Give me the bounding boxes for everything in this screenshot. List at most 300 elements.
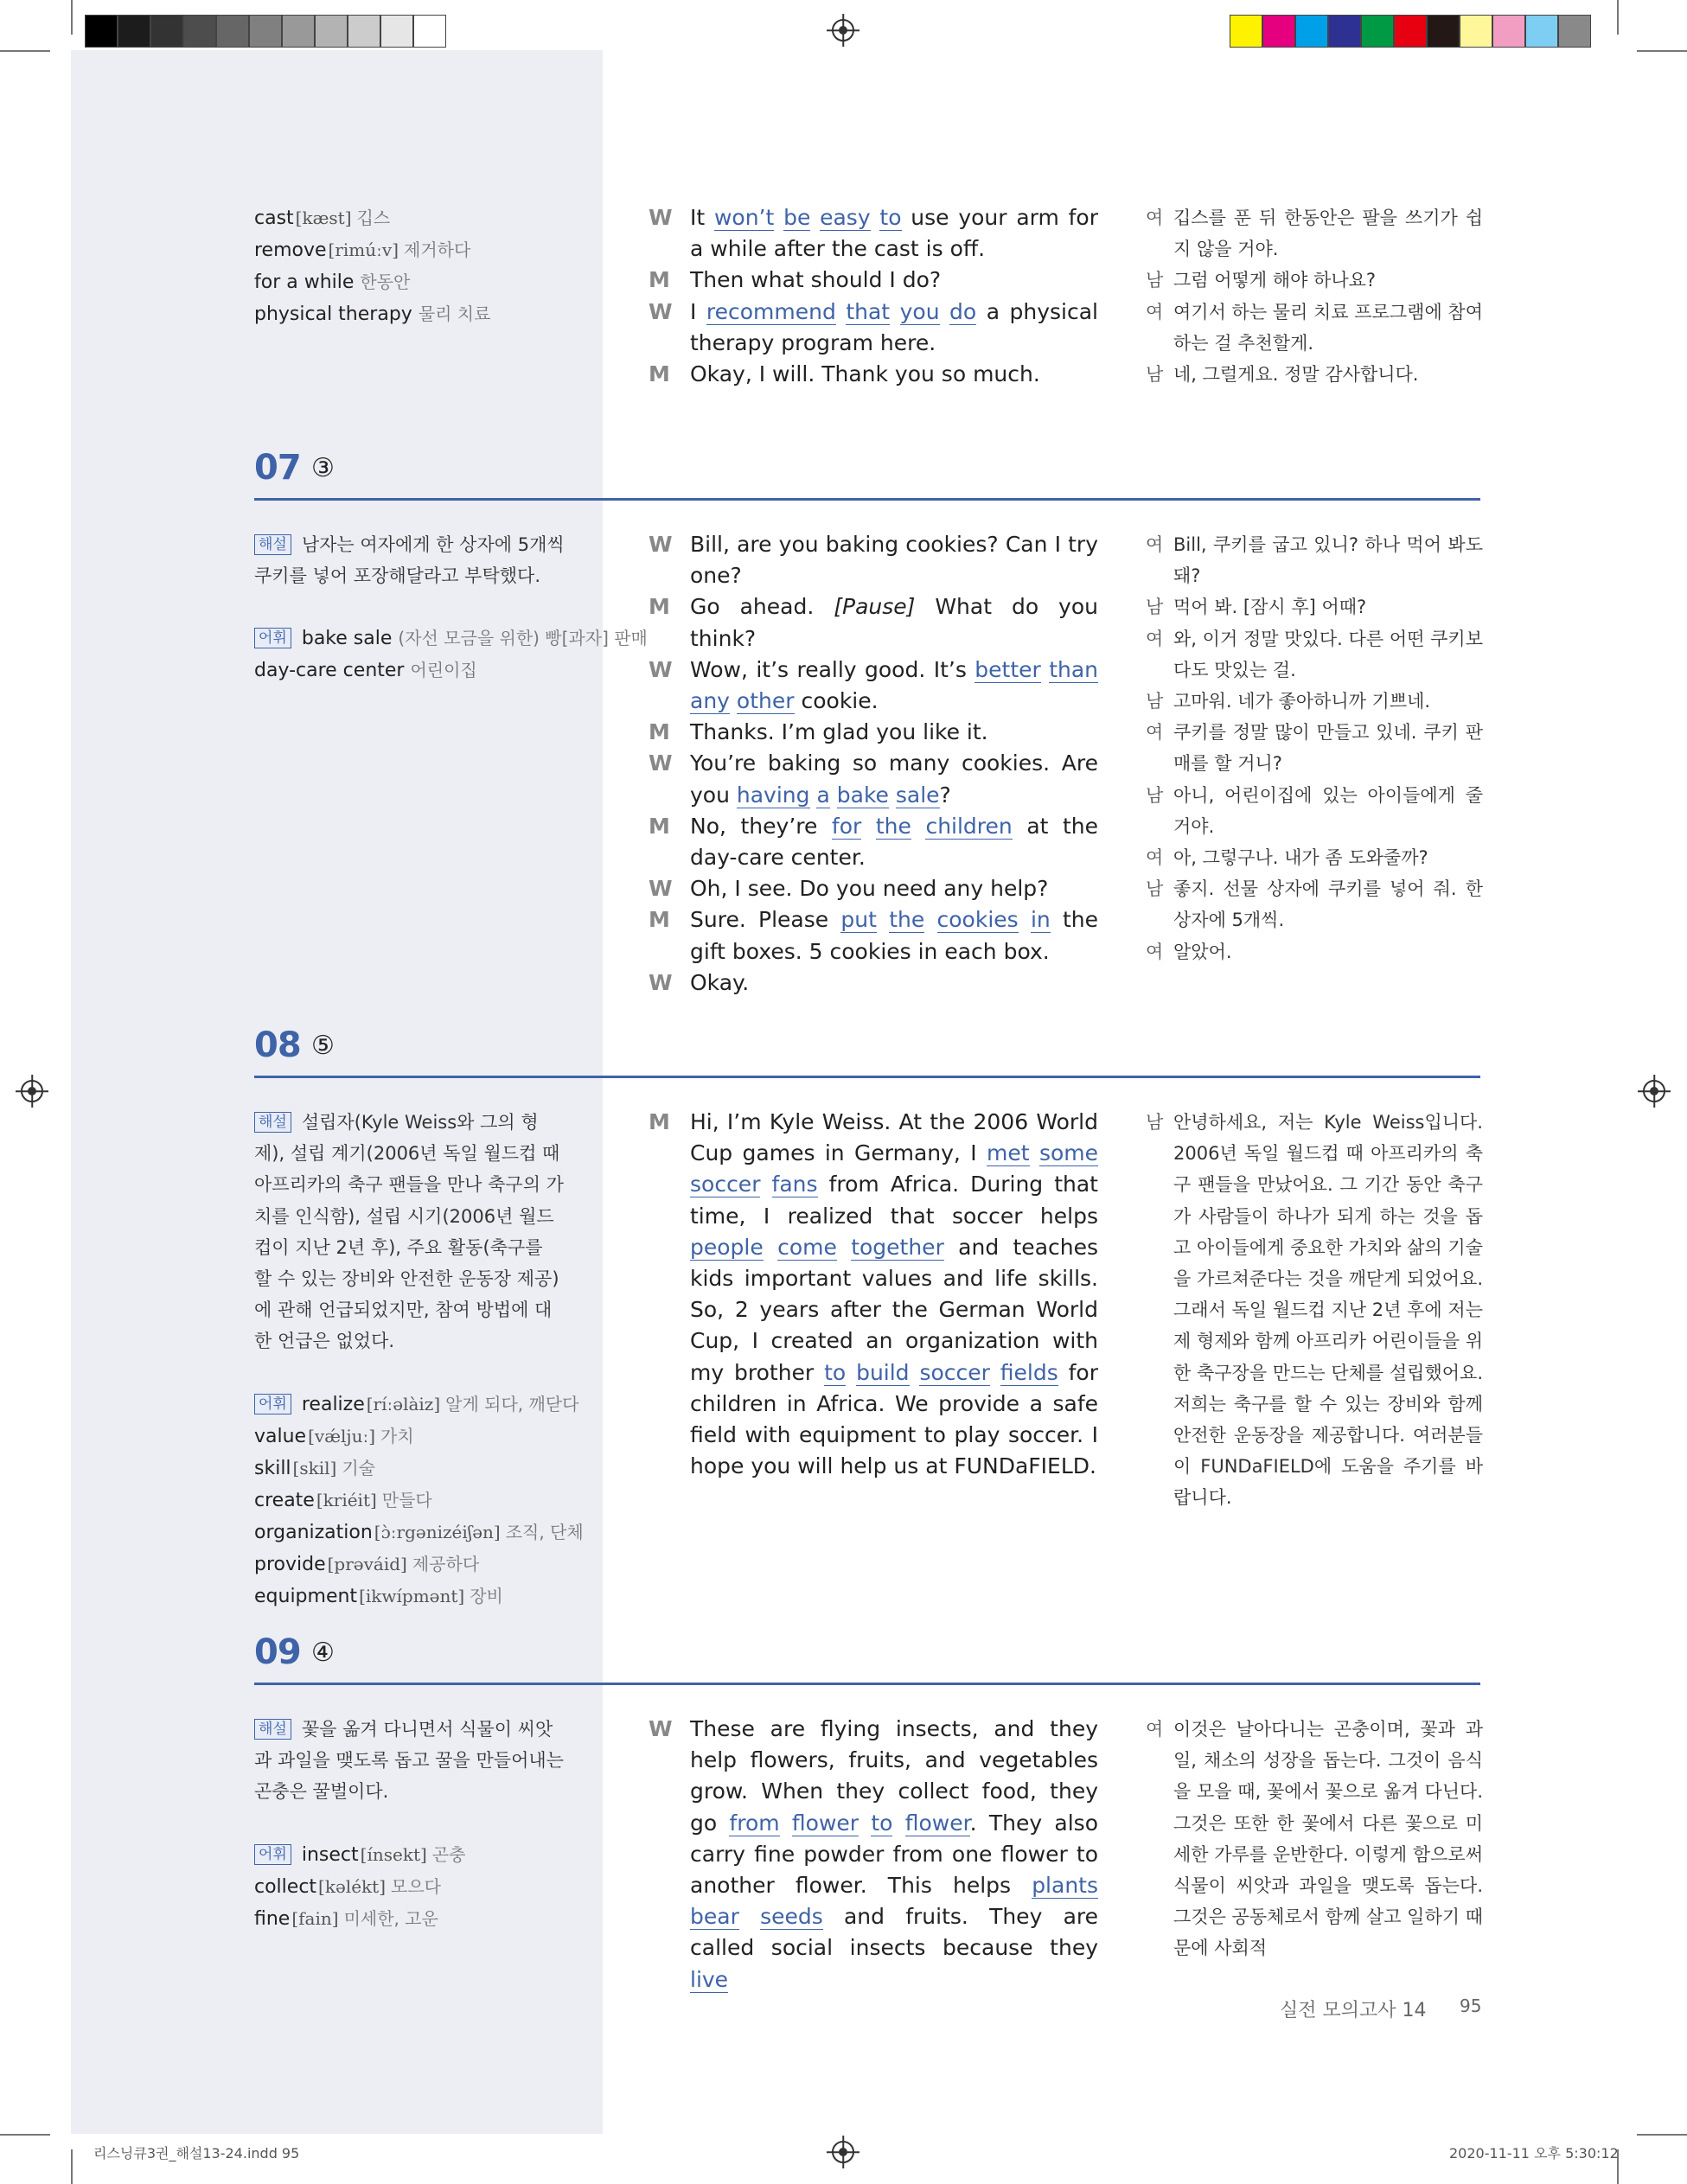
dialog-fragment — [877, 907, 889, 932]
vocab-meaning: 물리 치료 — [418, 303, 491, 324]
translation-text: 여기서 하는 물리 치료 프로그램에 참여하는 걸 추천할게. — [1173, 301, 1483, 354]
dialog-fragment: Bill, are you baking cookies? Can I try one? — [690, 532, 1098, 589]
speaker-label: M — [649, 813, 670, 839]
vocab-row — [254, 1517, 584, 1549]
color-swatch — [1558, 15, 1591, 48]
translation-line — [1146, 202, 1483, 265]
translation-line — [1146, 1714, 1483, 1964]
translation-speaker: 여 — [1146, 208, 1164, 228]
vocab-word: collect — [254, 1875, 317, 1898]
blank-answer: flower — [904, 1810, 970, 1836]
vocab-meaning: 알게 되다, 깨닫다 — [445, 1393, 579, 1414]
color-swatch — [1394, 15, 1427, 48]
vocab-pronunciation: [ɔ̀ːrgənizéiʃən] — [374, 1521, 501, 1542]
vocab-list — [254, 1389, 584, 1612]
dialog-line — [649, 748, 1098, 810]
vocab-pronunciation: [vǽljuː] — [308, 1425, 376, 1446]
dialog-text — [690, 811, 1098, 873]
dialog-fragment — [774, 205, 783, 230]
dialog-fragment: ? — [939, 782, 951, 808]
dialog-fragment — [1019, 907, 1031, 932]
vocabulary-tag: 어휘 — [254, 1394, 291, 1414]
crop-mark — [1637, 50, 1687, 52]
vocab-meaning: 제거하다 — [404, 239, 471, 260]
color-swatch — [1295, 15, 1328, 48]
blank-answer: any — [690, 688, 730, 714]
blank-answer: soccer — [690, 1172, 761, 1197]
vocab-word: organization — [254, 1521, 373, 1543]
speaker-label: W — [649, 1716, 673, 1741]
dialog-line — [649, 265, 1098, 296]
blank-answer: recommend — [706, 298, 836, 324]
dialog-fragment: You’re baking so many cookies. Are you — [690, 750, 1098, 808]
translation-line — [1146, 686, 1483, 717]
dialog-fragment: Okay, I will. Thank you so much. — [690, 361, 1040, 387]
section-answer: ③ — [311, 453, 335, 483]
translation-speaker: 남 — [1146, 878, 1164, 900]
blank-answer: from — [729, 1810, 780, 1836]
dialog-fragment: and teaches kids important values and life skills. So, 2 years after the German World Cup, I created an organization with my brother — [690, 1234, 1099, 1385]
dialog-fragment — [1030, 1140, 1039, 1165]
speaker-label: W — [649, 750, 673, 776]
blank-answer: plants — [1032, 1873, 1098, 1899]
vocab-word: skill — [254, 1457, 291, 1479]
speaker-label: W — [649, 532, 673, 557]
dialog-fragment: I — [690, 298, 706, 324]
blank-answer: together — [851, 1234, 944, 1260]
translation-text: Bill, 쿠키를 굽고 있니? 하나 먹어 봐도 돼? — [1173, 534, 1483, 587]
explanation-tag: 해설 — [254, 534, 291, 555]
section-divider — [254, 1683, 1480, 1685]
dialog-fragment — [739, 1904, 760, 1929]
translation-text: 쿠키를 정말 많이 만들고 있네. 쿠키 판매를 할 거니? — [1173, 722, 1483, 775]
vocab-word: for a while — [254, 271, 355, 293]
dialog-text — [690, 748, 1098, 810]
dialog-fragment — [861, 814, 876, 839]
explanation-tag: 해설 — [254, 1112, 291, 1133]
dialog-fragment: and fruits. They are called social insects because they — [690, 1904, 1099, 1961]
dialog-fragment — [871, 205, 880, 230]
dialog-fragment — [837, 1235, 851, 1260]
section-07-notes — [254, 529, 648, 686]
speaker-label: M — [649, 719, 670, 745]
dialog-fragment: from Africa. During that time, I realized that soccer helps — [690, 1172, 1098, 1229]
dialog-text — [690, 1714, 1098, 1996]
translation-speaker: 남 — [1146, 691, 1164, 712]
speaker-label: W — [649, 656, 673, 682]
blank-answer: fans — [771, 1172, 818, 1197]
vocab-word: value — [254, 1425, 307, 1447]
cmyk-color-bar — [1230, 15, 1591, 48]
gray-swatch — [216, 15, 249, 48]
dialog-text — [690, 297, 1098, 359]
section-divider — [254, 1076, 1480, 1078]
vocab-word: provide — [254, 1553, 326, 1575]
dialog-line — [649, 655, 1098, 717]
color-swatch — [1328, 15, 1361, 48]
section-08-translation — [1146, 1107, 1483, 1514]
section-09-translation — [1146, 1714, 1483, 1964]
section-07-dialog — [649, 529, 1098, 999]
translation-speaker: 여 — [1146, 847, 1164, 869]
blank-answer: won’t — [713, 205, 775, 230]
dialog-fragment — [890, 299, 900, 324]
blank-answer: build — [856, 1359, 910, 1385]
blank-answer: than — [1049, 656, 1099, 682]
section-divider — [254, 498, 1480, 501]
section-08-dialog — [649, 1107, 1098, 1482]
blank-answer: in — [1030, 907, 1051, 933]
dialog-fragment: for children in Africa. We provide a safe field with equipment to play soccer. I hope you will help us at FUNDaFIELD. — [690, 1359, 1099, 1479]
dialog-fragment — [730, 688, 737, 713]
explanation-text: 꽃을 옮겨 다니면서 식물이 씨앗과 과일을 맺도록 돕고 꿀을 만들어내는 곤충은 꿀벌이다. — [254, 1719, 564, 1803]
blank-answer: bear — [690, 1904, 739, 1930]
translation-speaker: 여 — [1146, 941, 1164, 962]
translation-line — [1146, 529, 1483, 591]
translation-speaker: 남 — [1146, 1112, 1164, 1133]
vocab-word: cast — [254, 208, 294, 229]
blank-answer: you — [899, 298, 940, 324]
dialog-fragment: the gift boxes. 5 cookies in each box. — [690, 907, 1099, 964]
vocabulary-tag: 어휘 — [254, 1844, 291, 1865]
registration-mark-bottom — [832, 2141, 854, 2163]
translation-speaker: 남 — [1146, 364, 1164, 386]
translation-line — [1146, 717, 1483, 779]
gray-swatch — [282, 15, 315, 48]
translation-line — [1146, 297, 1483, 359]
section-07-translation — [1146, 529, 1483, 967]
vocab-list — [254, 1839, 566, 1935]
translation-text: 와, 이거 정말 맛있다. 다른 어떤 쿠키보다도 맛있는 걸. — [1173, 628, 1483, 680]
section-number: 07 — [254, 448, 301, 488]
dialog-line — [649, 717, 1098, 748]
color-swatch — [1492, 15, 1525, 48]
crop-mark — [71, 0, 73, 35]
vocab-row — [254, 1485, 566, 1517]
dialog-line — [649, 297, 1098, 359]
blank-answer: people — [690, 1234, 764, 1260]
translation-line — [1146, 842, 1483, 873]
translation-text: 먹어 봐. [잠시 후] 어때? — [1173, 597, 1367, 618]
gray-swatch — [118, 15, 150, 48]
vocab-meaning: 장비 — [470, 1585, 503, 1606]
dialog-text — [690, 655, 1098, 717]
vocab-pronunciation: [kriéit] — [316, 1489, 377, 1510]
translation-speaker: 남 — [1146, 597, 1164, 618]
gray-swatch — [183, 15, 216, 48]
vocab-row — [254, 1549, 566, 1581]
translation-text: 안녕하세요, 저는 Kyle Weiss입니다. 2006년 독일 월드컵 때 아프리카의 축구 팬들을 만났어요. 그 기간 동안 축구가 사람들이 하나가 되게 하는 것을 돕고 아이들에게 중요한 가치와 삶의 기술을 가르쳐준다는 것을 깨닫게 되었어요. 그래서 독일 월드컵 지난 2년 후에 저는 제 형제와 함께 아프리카 어린이들을 위한 축구장을 만드는 단체를 설립했어요. 저희는 축구를 할 수 있는 장비와 함께 안전한 운동장을 제공합니다. 여러분들이 FUNDaFIELD에 도움을 주기를 바랍니다. — [1173, 1112, 1483, 1509]
blank-answer: bake — [836, 782, 889, 808]
dialog-text — [690, 591, 1098, 654]
dialog-text — [690, 202, 1098, 265]
dialog-fragment: Wow, it’s really good. It’s — [690, 656, 975, 682]
vocab-meaning: 모으다 — [391, 1875, 441, 1897]
translation-speaker: 여 — [1146, 534, 1164, 555]
gray-swatch — [348, 15, 380, 48]
section-answer: ④ — [311, 1638, 335, 1668]
vocab-row — [254, 1871, 566, 1903]
vocab-word: bake sale — [301, 628, 393, 650]
explanation-note — [254, 529, 566, 591]
dialog-line — [649, 967, 1098, 999]
crop-mark — [1637, 2134, 1687, 2136]
section-09-dialog — [649, 1714, 1098, 1996]
vocab-pronunciation: [kæst] — [295, 208, 352, 228]
vocab-row — [254, 623, 648, 655]
translation-speaker: 여 — [1146, 722, 1164, 744]
dialog-fragment — [990, 1360, 1000, 1385]
vocab-list — [254, 623, 648, 686]
dialog-line — [649, 873, 1098, 904]
vocab-meaning: 제공하다 — [412, 1553, 480, 1574]
vocab-meaning: 한동안 — [360, 271, 411, 292]
gray-swatch — [150, 15, 183, 48]
blank-answer: having — [736, 782, 810, 808]
dialog-fragment: cookie. — [794, 688, 879, 714]
vocab-pronunciation: [ínsekt] — [360, 1843, 427, 1865]
color-swatch — [1525, 15, 1558, 48]
dialog-fragment — [1041, 657, 1049, 682]
translation-line — [1146, 623, 1483, 686]
crop-mark — [0, 50, 50, 52]
vocab-row — [254, 1453, 566, 1485]
dialog-fragment — [892, 1810, 904, 1836]
registration-mark-top — [832, 19, 854, 42]
dialog-line — [649, 202, 1098, 265]
dialog-text — [690, 873, 1098, 904]
blank-answer: to — [824, 1359, 847, 1385]
vocab-pronunciation: [kəlékt] — [318, 1875, 386, 1897]
color-swatch — [1427, 15, 1460, 48]
blank-answer: children — [925, 813, 1013, 839]
vocab-word: create — [254, 1489, 315, 1511]
blank-answer: be — [783, 205, 811, 230]
top-vocab-list — [254, 202, 566, 330]
dialog-fragment: Then what should I do? — [690, 267, 942, 293]
vocab-row — [254, 298, 566, 330]
dialog-fragment — [859, 1810, 871, 1836]
translation-text: 네, 그럴게요. 정말 감사합니다. — [1173, 364, 1419, 386]
dialog-text — [690, 265, 1098, 296]
registration-mark-left — [21, 1080, 43, 1102]
dialog-text — [690, 359, 1098, 390]
translation-speaker: 여 — [1146, 301, 1164, 322]
dialog-fragment — [889, 782, 896, 808]
top-dialog — [649, 202, 1098, 390]
dialog-fragment — [780, 1810, 792, 1836]
blank-answer: for — [831, 813, 862, 839]
translation-line — [1146, 780, 1483, 842]
vocabulary-tag: 어휘 — [254, 628, 291, 648]
translation-text: 좋지. 선물 상자에 쿠키를 넣어 줘. 한 상자에 5개씩. — [1173, 878, 1483, 931]
blank-answer: better — [974, 656, 1041, 682]
dialog-fragment: . They also carry fine powder from one flower to another flower. This helps — [690, 1810, 1098, 1899]
vocab-meaning: 만들다 — [381, 1489, 432, 1510]
translation-line — [1146, 873, 1483, 936]
speaker-label: M — [649, 907, 670, 933]
dialog-text — [690, 904, 1098, 967]
dialog-fragment — [810, 205, 820, 230]
dialog-fragment: Okay. — [690, 969, 750, 995]
translation-line — [1146, 359, 1483, 390]
blank-answer: a — [816, 782, 830, 808]
page-number: 95 — [1460, 1996, 1482, 2016]
dialog-fragment: These are flying insects, and they help flowers, fruits, and vegetables grow. When they collect food, they go — [690, 1716, 1098, 1836]
dialog-fragment: What do you think? — [690, 594, 1098, 651]
translation-text: 아니, 어린이집에 있는 아이들에게 줄 거야. — [1173, 784, 1483, 837]
top-translation — [1146, 202, 1483, 390]
section-08-notes — [254, 1107, 584, 1612]
blank-answer: flower — [791, 1810, 859, 1836]
dialog-line — [649, 359, 1098, 390]
speaker-label: M — [649, 361, 670, 387]
dialog-fragment: at the day-care center. — [690, 813, 1099, 871]
blank-answer: met — [987, 1140, 1030, 1166]
vocab-word: insect — [301, 1843, 359, 1866]
crop-mark — [1617, 0, 1619, 35]
dialog-fragment: Oh, I see. Do you need any help? — [690, 876, 1049, 902]
vocab-pronunciation: [fain] — [291, 1907, 339, 1929]
section-number: 09 — [254, 1632, 301, 1672]
speaker-label: W — [649, 205, 673, 230]
vocab-row — [254, 266, 566, 298]
vocab-row — [254, 1581, 566, 1612]
dialog-fragment — [924, 907, 936, 932]
dialog-fragment: Thanks. I’m glad you like it. — [690, 719, 988, 745]
vocab-row — [254, 234, 566, 266]
vocab-word: physical therapy — [254, 303, 412, 325]
vocab-pronunciation: [skil] — [292, 1457, 337, 1478]
translation-text: 이것은 날아다니는 곤충이며, 꽃과 과일, 채소의 성장을 돕는다. 그것이 음식을 모을 때, 꽃에서 꽃으로 옮겨 다닌다. 그것은 또한 한 꽃에서 다른 꽃으로 미세한 가루를 운반한다. 이렇게 함으로써 식물이 씨앗과 과일을 맺도록 돕는다. 그것은 공동체로서 함께 살고 일하기 때문에 사회적 — [1173, 1719, 1483, 1959]
dialog-fragment: No, they’re — [690, 813, 832, 839]
blank-answer: easy — [820, 205, 871, 230]
translation-text: 고마워. 네가 좋아하니까 기쁘네. — [1173, 691, 1431, 712]
translation-line — [1146, 936, 1483, 967]
gray-color-bar — [85, 15, 446, 48]
gray-swatch — [413, 15, 446, 48]
blank-answer: the — [889, 907, 925, 933]
dialog-line — [649, 1714, 1098, 1996]
translation-text: 알았어. — [1173, 941, 1232, 962]
spacer — [254, 591, 566, 623]
vocab-pronunciation: [ríːəlàiz] — [366, 1393, 441, 1414]
blank-answer: fields — [1000, 1359, 1058, 1385]
speaker-label: M — [649, 594, 670, 620]
vocab-pronunciation: [prəváid] — [327, 1553, 407, 1574]
dialog-fragment: Go ahead. — [690, 594, 834, 620]
blank-answer: some — [1038, 1140, 1098, 1166]
spacer — [254, 1357, 566, 1389]
dialog-line — [649, 1107, 1098, 1482]
explanation-tag: 해설 — [254, 1719, 291, 1740]
dialog-fragment — [910, 1360, 920, 1385]
vocab-word: realize — [301, 1393, 365, 1415]
dialog-line — [649, 529, 1098, 591]
crop-mark — [0, 2134, 50, 2136]
vocab-meaning: 기술 — [342, 1457, 375, 1478]
vocab-meaning: 깁스 — [356, 208, 391, 228]
vocab-meaning: (자선 모금을 위한) 빵[과자] 판매 — [398, 628, 648, 649]
explanation-note — [254, 1714, 566, 1808]
dialog-text — [690, 967, 1098, 999]
vocab-word: equipment — [254, 1585, 358, 1607]
blank-answer: do — [949, 298, 977, 324]
blank-answer: that — [846, 298, 891, 324]
translation-speaker: 여 — [1146, 1719, 1164, 1740]
crop-mark — [71, 2149, 73, 2184]
color-swatch — [1230, 15, 1262, 48]
gray-swatch — [315, 15, 348, 48]
translation-line — [1146, 1107, 1483, 1514]
blank-answer: put — [840, 907, 877, 933]
vocab-word: fine — [254, 1907, 291, 1930]
speaker-label: W — [649, 876, 673, 902]
blank-answer: cookies — [936, 907, 1019, 933]
dialog-fragment — [760, 1172, 771, 1197]
vocab-word: day-care center — [254, 660, 405, 682]
color-swatch — [1361, 15, 1394, 48]
dialog-fragment — [940, 299, 950, 324]
vocab-meaning: 곤충 — [431, 1843, 466, 1865]
slug-file-name: 리스닝큐3권_해설13-24.indd 95 — [93, 2145, 300, 2162]
blank-answer: other — [736, 688, 795, 714]
dialog-fragment: use your arm for a while after the cast is off. — [690, 205, 1098, 262]
color-swatch — [1262, 15, 1295, 48]
translation-speaker: 남 — [1146, 270, 1164, 291]
vocab-meaning: 조직, 단체 — [505, 1521, 584, 1542]
speaker-label: W — [649, 298, 673, 324]
blank-answer: to — [879, 205, 902, 230]
blank-answer: the — [875, 813, 911, 839]
dialog-text — [690, 529, 1098, 591]
footer-test-label: 실전 모의고사 14 — [1280, 2000, 1427, 2021]
translation-speaker: 여 — [1146, 628, 1164, 649]
translation-text: 아, 그렇구나. 내가 좀 도와줄까? — [1173, 847, 1428, 869]
dialog-fragment: a physical therapy program here. — [690, 298, 1099, 355]
gray-swatch — [249, 15, 282, 48]
translation-line — [1146, 265, 1483, 296]
translation-text: 그럼 어떻게 해야 하나요? — [1173, 270, 1377, 291]
explanation-text: 남자는 여자에게 한 상자에 5개씩 쿠키를 넣어 포장해달라고 부탁했다. — [254, 534, 565, 587]
section-number: 08 — [254, 1025, 301, 1065]
vocab-row — [254, 1903, 566, 1935]
section-answer: ⑤ — [311, 1031, 335, 1061]
dialog-text — [690, 717, 1098, 748]
explanation-text: 설립자(Kyle Weiss와 그의 형제), 설립 계기(2006년 독일 월드컵 때 아프리카의 축구 팬들을 만나 축구의 가치를 인식함), 설립 시기(2006년 월드컵이 지난 2년 후), 주요 활동(축구를 할 수 있는 장비와 안전한 운동장 제공)에 관해 언급되었지만, 참여 방법에 대한 언급은 없었다. — [254, 1112, 564, 1352]
vocab-row — [254, 1839, 566, 1871]
section-09-notes — [254, 1714, 566, 1935]
vocab-row — [254, 1421, 566, 1453]
dialog-fragment: It — [690, 205, 714, 230]
registration-mark-right — [1643, 1080, 1665, 1102]
gray-swatch — [85, 15, 118, 48]
speaker-label: M — [649, 1109, 670, 1134]
color-swatch — [1460, 15, 1492, 48]
dialog-fragment — [911, 814, 926, 839]
dialog-fragment: Hi, I’m Kyle Weiss. At the 2006 World Cup games in Germany, I — [690, 1109, 1098, 1166]
vocab-word: remove — [254, 239, 327, 261]
dialog-text — [690, 1107, 1098, 1482]
vocab-meaning: 미세한, 고운 — [343, 1907, 438, 1929]
slug-timestamp: 2020-11-11 오후 5:30:12 — [1449, 2145, 1619, 2162]
dialog-line — [649, 811, 1098, 873]
dialog-fragment — [764, 1235, 777, 1260]
translation-text: 깁스를 푼 뒤 한동안은 팔을 쓰기가 쉽지 않을 거야. — [1173, 208, 1483, 260]
blank-answer: seeds — [760, 1904, 823, 1930]
vocab-row — [254, 1389, 579, 1421]
vocab-meaning: 가치 — [380, 1425, 414, 1446]
